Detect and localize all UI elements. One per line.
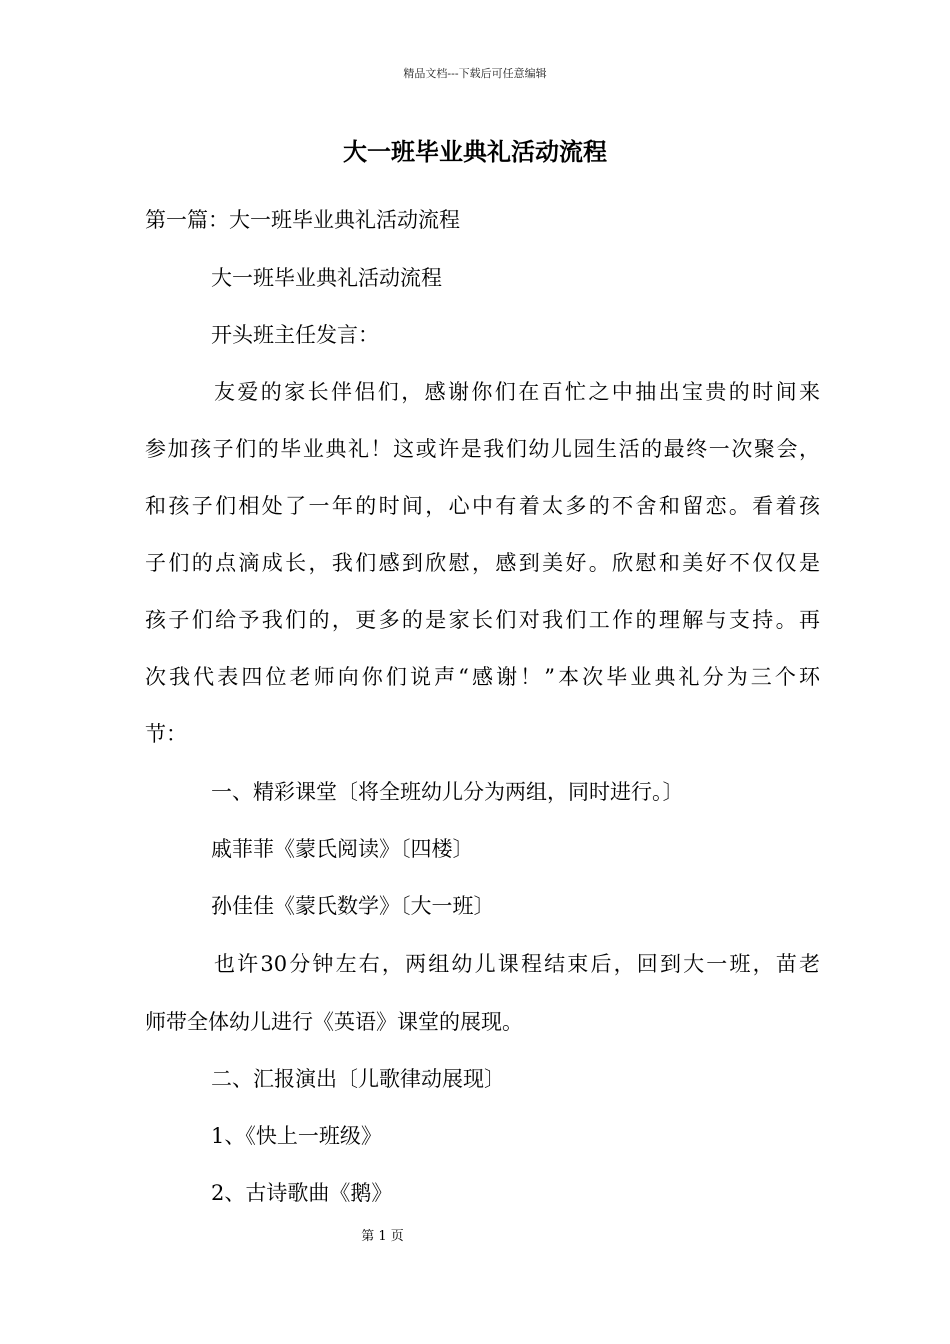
program-item: 2、古诗歌曲《鹅》 [211,1181,393,1205]
program-item-heading: 一、精彩课堂〔将全班幼儿分为两组，同时进行。〕 [211,780,684,804]
header-note: 精品文档---下载后可任意编辑 [403,67,547,80]
chapter-heading: 第一篇：大一班毕业典礼活动流程 [145,208,460,232]
document-title: 大一班毕业典礼活动流程 [343,137,607,166]
program-item-heading: 二、汇报演出〔儿歌律动展现〕 [211,1067,505,1091]
paragraph-line: 孩子们给予我们的，更多的是家长们对我们工作的理解与支持。再 [145,608,820,632]
page-number: 第 1 页 [361,1229,404,1244]
program-item: 1、《快上一班级》 [211,1124,382,1148]
program-item: 戚菲菲《蒙氏阅读》〔四楼〕 [211,837,474,861]
paragraph-line: 子们的点滴成长，我们感到欣慰，感到美好。欣慰和美好不仅仅是 [145,551,820,575]
paragraph-line: 节： [145,722,187,746]
paragraph-line: 参加孩子们的毕业典礼！这或许是我们幼儿园生活的最终一次聚会， [145,437,820,461]
paragraph-line: 也许30分钟左右，两组幼儿课程结束后，回到大一班，苗老 [214,952,820,976]
program-item: 孙佳佳《蒙氏数学》〔大一班〕 [211,894,495,918]
paragraph-line: 友爱的家长伴侣们，感谢你们在百忙之中抽出宝贵的时间来 [214,380,820,404]
section-title: 大一班毕业典礼活动流程 [211,266,442,290]
paragraph-line: 师带全体幼儿进行《英语》课堂的展现。 [145,1010,523,1034]
paragraph-line: 次我代表四位老师向你们说声“感谢！”本次毕业典礼分为三个环 [145,665,820,689]
speech-heading: 开头班主任发言： [211,323,379,347]
paragraph-line: 和孩子们相处了一年的时间，心中有着太多的不舍和留恋。看着孩 [145,494,820,518]
